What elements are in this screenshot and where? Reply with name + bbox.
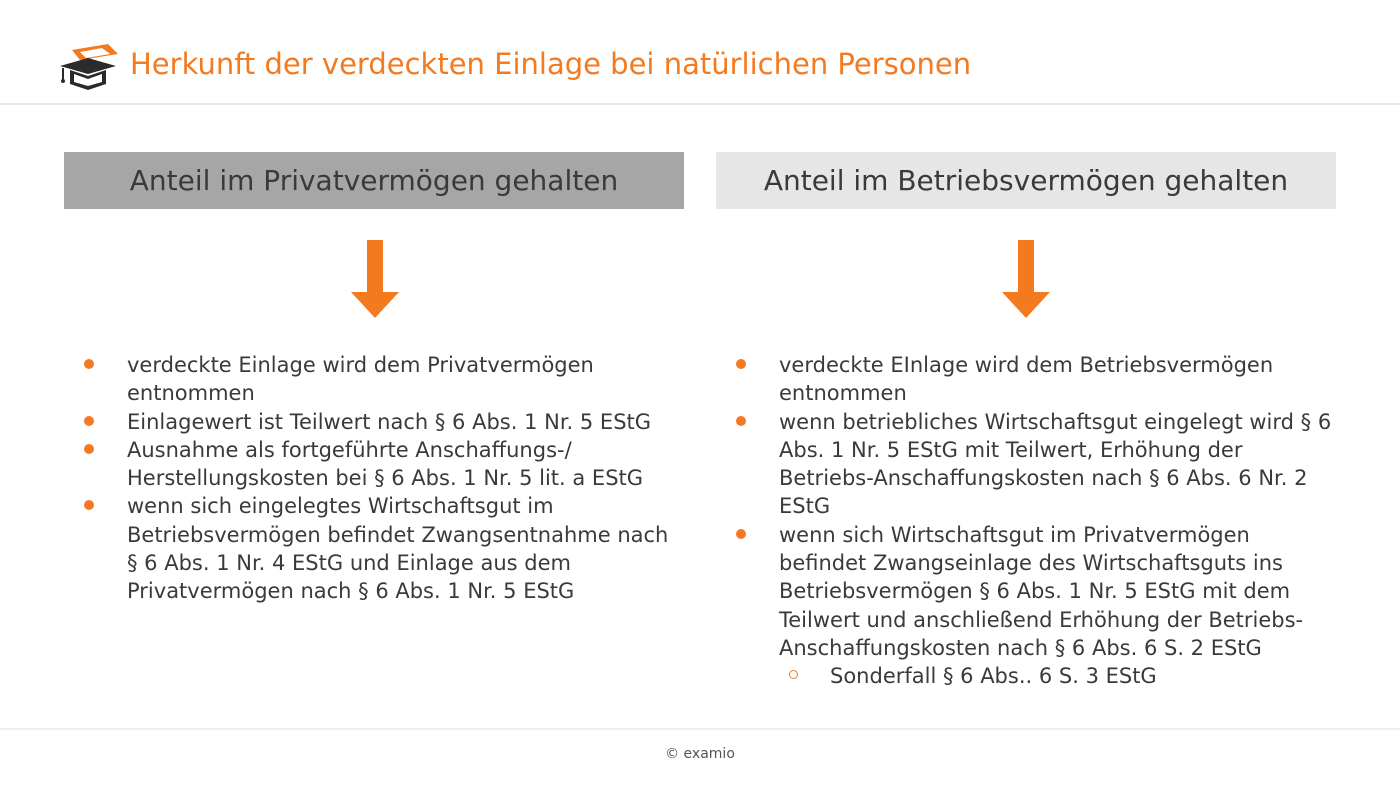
list-item-text: wenn betriebliches Wirtschaftsgut eingelegt wird § 6 Abs. 1 Nr. 5 EStG mit Teilwert, Erhöhung der Betriebs-Anschaffungskosten nach § 6 Abs. 6 Nr. 2 EStG xyxy=(779,409,1332,519)
examio-logo-icon xyxy=(58,40,120,94)
list-item xyxy=(736,408,1332,521)
bullet-icon xyxy=(736,359,746,369)
footer-copyright: © examio xyxy=(665,746,735,762)
arrow-down-icon xyxy=(351,240,399,318)
list-item-text: Einlagewert ist Teilwert nach § 6 Abs. 1 Nr. 5 EStG xyxy=(127,409,652,434)
betriebsvermoegen-list xyxy=(736,351,1332,691)
hollow-bullet-icon xyxy=(789,670,798,679)
betriebsvermoegen-heading-box xyxy=(716,152,1336,209)
list-item xyxy=(84,492,684,605)
list-item-text: Ausnahme als fortgeführte Anschaffungs-/ Herstellungskosten bei § 6 Abs. 1 Nr. 5 lit. a EStG xyxy=(127,437,644,491)
list-item xyxy=(84,408,684,436)
arrow-down-icon xyxy=(1002,240,1050,318)
sub-list-item-text: Sonderfall § 6 Abs.. 6 S. 3 EStG xyxy=(830,664,1157,689)
list-item xyxy=(736,521,1332,662)
list-item-text: verdeckte EInlage wird dem Betriebsvermögen entnommen xyxy=(779,353,1274,406)
privatvermoegen-list xyxy=(84,351,684,606)
sub-list-item xyxy=(736,662,1332,690)
bullet-icon xyxy=(84,500,94,510)
footer-divider xyxy=(0,728,1400,730)
privatvermoegen-heading: Anteil im Privatvermögen gehalten xyxy=(129,164,619,197)
bullet-icon xyxy=(736,416,746,426)
bullet-icon xyxy=(84,444,94,454)
page-title: Herkunft der verdeckten Einlage bei natürlichen Personen xyxy=(130,47,972,81)
betriebsvermoegen-heading: Anteil im Betriebsvermögen gehalten xyxy=(763,164,1289,197)
bullet-icon xyxy=(84,416,94,426)
bullet-icon xyxy=(84,359,94,369)
list-item-text: verdeckte Einlage wird dem Privatvermögen entnommen xyxy=(127,353,594,406)
list-item-text: wenn sich eingelegtes Wirtschaftsgut im Betriebsvermögen befindet Zwangsentnahme nach § 6 Abs. 1 Nr. 4 EStG und Einlage aus dem Privatvermögen nach § 6 Abs. 1 Nr. 5 EStG xyxy=(127,494,669,604)
list-item-text: wenn sich Wirtschaftsgut im Privatvermögen befindet Zwangseinlage des Wirtschaftsguts ins Betriebsvermögen § 6 Abs. 1 Nr. 5 EStG mit dem Teilwert und anschließend Erhöhung der Betriebs-Anschaffungskosten nach § 6 Abs. 6 S. 2 EStG xyxy=(779,522,1304,660)
list-item xyxy=(84,351,684,408)
list-item xyxy=(84,436,684,493)
header xyxy=(0,0,1400,105)
privatvermoegen-heading-box xyxy=(64,152,684,209)
bullet-icon xyxy=(736,529,746,539)
list-item xyxy=(736,351,1332,408)
